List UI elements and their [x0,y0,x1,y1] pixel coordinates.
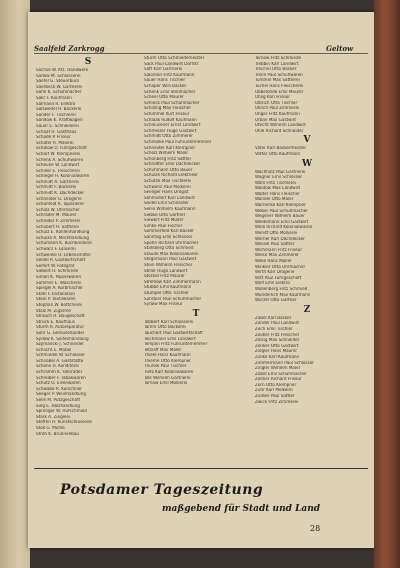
directory-entry: Schuhmann Otto Bauer [144,167,193,173]
directory-column-2 [144,56,248,464]
directory-entry: Weber Paul Schuhmacher [255,208,308,214]
directory-entry: Winkler Otto Uhrmacher [255,264,306,270]
directory-entry: Simke Paul Fischer [144,223,183,229]
directory-entry: Suhr G. Gemüsehandel [36,330,84,336]
directory-entry: Schade P. Friseur [36,135,71,141]
directory-entry: Schnabel A. Gaststätte [36,358,84,364]
directory-entry: Wandel Otto Maler [255,197,294,203]
directory-entry: Schleusener Ernst Landwirt [144,123,201,129]
directory-entry: Wurzel Otto Gärtner [255,298,297,304]
directory-entry: Sauer E. Schneiderei [36,123,79,129]
directory-entry: Wendt Otto Molkerei [255,231,298,237]
directory-entry: Schiller E. Fleischerei [36,168,80,174]
directory-entry: Tetzlaff Max Maler [144,347,182,353]
directory-entry: Stöckel Fritz Maurer [144,274,185,280]
directory-entry: Schieck Paul Schuhmacher [144,100,200,106]
directory-entry: Schwabe R. Kürschner [36,386,82,392]
directory-entry: Stiller Hugo Landwirt [144,268,188,274]
directory-entry: Templin Fritz Fuhrunternehmer [144,342,208,348]
directory-entry: Siebert H. Schmiede [36,269,79,275]
directory-entry: Wolf Emil Elektro [255,281,290,287]
directory-entry: Weiß Richard Kolonialwaren [255,225,313,231]
directory-entry: Zwick Fritz Zimmerei [255,399,299,405]
directory-entry: Schönfeld R. Tapezierer [36,202,85,208]
directory-entry: Sommerfeld Karl Bäcker [144,229,194,235]
directory-entry: Schneider Karl Klempner [144,145,196,151]
directory-entry: Schmelzer Hugo Gastwirt [144,128,197,134]
directory-entry: Wunderlich Max Kaufmann [255,292,311,298]
directory-entry: Stolz M. Zigarren [36,308,72,314]
directory-entry: Trenn Paul Schuhwaren [255,72,303,78]
directory-entry: Scharf W. Klempnerei [36,151,81,157]
directory-entry: Stephan W. Böttcherei [36,302,83,308]
adjacent-page-edge [0,0,30,568]
directory-entry: Spiegel A. Korbmacher [36,286,83,292]
directory-entry: Seeliger Hans Drogist [144,190,189,196]
directory-entry: Tietz Karl Kolonialwaren [144,370,194,376]
directory-entry: Stark A. Ziegelei [36,414,71,420]
directory-entry: Schrödter Emil Dachdecker [144,162,201,168]
directory-entry: Stegemann Paul Gastwirt [144,257,197,263]
directory-entry: Schramm K. Fahrräder [36,370,83,376]
directory-entry: Sonntag Emil Schlosser [144,235,193,240]
directory-entry: Stahl F. Installation [36,291,76,297]
directory-entry: Steffen H. Kunstschlosserei [36,420,93,426]
directory-entry: Vater Karl Bäckermeister [255,146,307,152]
directory-entry: Thurow Paul Tischler [144,364,187,370]
directory-entry: Siebke Otto Gärtner [144,212,186,218]
directory-entry: Weidemann Emil Gastwirt [255,219,309,225]
directory-entry: Wichmann Fritz Friseur [255,247,303,253]
directory-entry: Schmidt F. Bäckerei [36,185,77,191]
directory-entry: Sack Paul Landwirt Dorfstr. [144,61,200,67]
directory-entry: Stümpel Otto Tischler [144,290,189,296]
directory-entry: Zimmermann Paul Schlosser [255,360,314,366]
directory-entry: Sieg E. Holzhandlung [36,403,80,409]
directory-entry: Wagner Emil Schlosser [255,175,303,181]
directory-entry: Schlegel H. Kolonialwaren [36,174,90,180]
directory-entry: Vetter Otto Kaufmann [255,151,301,157]
directory-entry: Zech Emil Tischler [255,326,293,332]
directory-entry: Spohn Richard Uhrmacher [144,240,199,246]
directory-entry: Schöne H. Konditorei [36,364,80,370]
directory-entry: Salomon Fritz Kaufmann [144,72,195,78]
directory-entry: Sommer E. Wäscherei [36,280,82,286]
directory-entry: Stein P. Textilwaren [36,297,76,303]
directory-entry: Selle M. Putzgeschäft [36,398,81,404]
directory-entry: Wegener Wilhelm Bauer [255,214,305,220]
directory-entry: Stein Wilhelm Fleischer [144,262,193,268]
directory-entry: Sahn K. Schuhmacher [36,90,82,96]
directory-entry: Witt Paul Fuhrgeschäft [255,275,302,281]
directory-entry: Schubert H. Sattlerei [36,224,79,230]
directory-entry: Scholz Wilhelm Maler [144,151,189,157]
advert-subtitle: maßgebend für Stadt und Land [162,504,321,514]
directory-entry: Zuhr Karl Molkerei [255,388,293,394]
running-header-left: Saalfeld Zarkrogg [34,44,105,53]
directory-entry: Siewert Fritz Müller [144,218,184,224]
directory-entry: Schilling Max Fleischer [144,106,192,112]
directory-entry: Schönberg Fritz Sattler [144,156,192,162]
directory-entry: Schaaf H. Gasthaus [36,129,77,135]
running-header-right: Geltow [326,44,354,53]
directory-entry: Tamm Otto Bäckerei [144,325,186,331]
directory-entry: Schütz O. Eisenwaren [36,381,81,387]
directory-entry: Ziegler Hans Maurer [255,349,298,355]
directory-entry: Walter Hans Fleischer [255,191,300,197]
directory-entry: Schlaak Rudolf Kaufmann [144,117,197,123]
directory-entry: Scheel Otto Maurer [144,95,184,101]
advert-rule [34,468,368,469]
directory-entry: Schneider G. Drogerie [36,196,82,202]
directory-entry: Sandow K. Kraftwagen [36,118,83,124]
directory-entry: Utecht Wilhelm Landwirt [255,123,306,129]
directory-entry: Wahl Fritz Tischlerei [255,180,296,186]
directory-entry: Zeidler Fritz Fleischer [255,332,300,338]
directory-entry: Schmidt K. Dachdecker [36,191,85,197]
directory-entry: Schumann K. Buchbinderei [36,241,92,247]
directory-entry: Seeger P. Weinhandlung [36,392,86,398]
directory-entry: Schalow O. Fuhrgeschäft [36,146,87,152]
directory-entry: Urban Max Gastwirt [255,117,297,123]
directory-entry: Ulbrich Otto Tischler [255,100,298,106]
directory-entry: Uhle Richard Schneider [255,128,304,134]
directory-entry: Schulze A. Milchhandlung [36,235,89,241]
directory-entry: Thieme Otto Klempner [144,358,191,364]
directory-entry: Schreiber F. Tabakwaren [36,375,86,381]
directory-entry: Zingler Wilhelm Maler [255,366,301,372]
directory-entry: Scheune W. Landwirt [36,163,80,169]
directory-entry: Suhrbier Paul Schuhmacher [144,296,202,302]
directory-entry: Wilke Hans Müller [255,259,292,264]
directory-entry: Stahlberg Otto Schmied [144,246,194,252]
directory-entry: Wollenberg Fritz Schmied [255,286,308,292]
directory-entry: Schwarz F. Glaserei [36,247,76,252]
directory-entry: Sturm Otto Schmiedemeister [144,56,205,61]
directory-entry: Zorn Otto Klempner [255,382,297,388]
directory-entry: Wachholz Paul Gärtnerei [255,169,306,175]
directory-entry: Trebbin Karl Landwirt [255,61,299,67]
directory-entry: Sakr F. Kaufmann [36,95,72,101]
directory-entry: Saerbeck W. Gärtnerei [36,84,83,90]
directory-entry: Schaper Willi Bäcker [144,83,187,89]
section-letter: T [192,308,200,319]
directory-entry: Saefel G. Steuerbüro [36,79,80,85]
section-letter: V [303,135,311,146]
directory-entry: Wiese Max Zimmerer [255,253,299,259]
directory-entry: Werner Karl Dachdecker [255,236,305,242]
directory-entry: Saft Karl Gärtnerei [144,67,183,73]
directory-entry: Sprenger W. Hufschmied [36,409,87,415]
directory-entry: Schmidt Otto Zimmerer [144,134,193,140]
directory-entry: Uhlig Karl Friseur [255,95,291,101]
section-letter: Z [303,304,311,315]
directory-entry: Schwenke O. Lebensmittel [36,252,91,258]
directory-entry: Schmolke Paul Fuhrunternehmer [144,139,212,145]
directory-entry: Schmiedel W. Schlosser [36,353,85,359]
header-rule [34,53,368,54]
directory-column-3 [255,56,359,464]
directory-entry: Sellin Wilhelm Kaufmann [144,207,196,213]
directory-entry: Stoll G. Mühle [36,426,65,431]
page-number: 28 [310,524,321,533]
directory-entry: Zunker Paul Sattler [255,394,295,400]
directory-entry: Schlicht E. Möbel [36,347,72,353]
directory-entry: Zöllner Richard Friseur [255,377,302,383]
directory-entry: Staude Max Kolonialwaren [144,251,199,257]
directory-entry: Schwanz Paul Molkerei [144,184,191,190]
directory-entry: Sydow Max Friseur [144,302,183,308]
section-letter: W [301,158,313,169]
directory-entry: Struck E. Kaufhaus [36,319,75,325]
directory-entry: Schrader M. Maurer [36,213,77,219]
directory-entry: Thiele Hans Kaufmann [144,353,191,359]
directory-entry: Seidel R. Gastwirtschaft [36,258,86,264]
directory-entry: Schenk A. Schuhwaren [36,157,84,163]
directory-entry: Sauer Hans Tischler [144,78,186,84]
directory-entry: Schröder P. Zimmerei [36,219,81,225]
directory-entry: Schulze Richard Elektriker [144,173,198,179]
directory-entry: Seidel Emil Schneider [144,201,189,207]
directory-entry: Zielke Karl Kaufmann [255,354,300,360]
directory-entry: Schenk Emil Stellmacher [144,89,196,95]
directory-entry: Stroh K. Brunnenbau [36,431,79,437]
advert-title: Potsdamer Tageszeitung [60,482,264,498]
directory-entry: Schmidt A. Gärtnerei [36,179,80,185]
directory-entry: Szymanski J. Schneider [36,342,84,348]
directory-entry: Treichel Otto Bäcker [255,67,297,73]
directory-entry: Sehmsdorf Karl Landwirt [144,195,195,201]
directory-entry: Scholz W. Uhrmacher [36,207,80,213]
directory-entry: Zobel Emil Schuhmacher [255,371,307,377]
directory-entry: Tornow Fritz Schmiede [255,56,302,61]
directory-entry: Tolk Wilhelm Gärtnerei [144,375,191,381]
directory-entry: Tuchel Hans Fleischerei [255,83,304,89]
directory-entry: Schütze Max Tischlerei [144,179,192,185]
directory-entry: Schulz E. Kohlenhandlung [36,230,90,236]
directory-entry: Sander F. Tischlerei [36,112,76,118]
directory-entry: Schimmel Kurt Friseur [144,111,190,117]
directory-entry: Zabel Karl Bäcker [255,315,292,321]
book-spine [374,0,400,568]
directory-column-1 [36,56,140,464]
directory-entry: Strehlow Karl Zimmermann [144,279,201,285]
directory-entry: Sadow M. Schlosserei [36,73,81,79]
directory-entry: Teichmann Emil Landwirt [144,336,196,342]
directory-entry: Waldow Max Landwirt [255,186,301,192]
directory-entry: Strauch H. Baugeschäft [36,314,85,320]
directory-entry: Tornow Emil Molkerei [144,381,188,387]
directory-entry: Zenker Otto Gastwirt [255,343,299,349]
directory-entry: Wirth Karl Drogerie [255,270,295,276]
directory-entry: Ubbelohde Emil Maurer [255,89,304,95]
directory-entry: Unger Fritz Kaufmann [255,111,300,117]
directory-entry: Schäfer R. Malerei [36,140,74,146]
directory-entry: Sachse W. Kfz. Handwerk [36,68,89,73]
directory-entry: Salzwedel H. Bäckerei [36,107,82,113]
directory-entry: Stubbe Emil Kaufmann [144,285,192,291]
directory-entry: Sturm R. Autoreparatur [36,325,85,331]
section-letter: S [84,57,92,67]
directory-entry: Simon K. Papierwaren [36,274,82,280]
directory-entry: Zander Paul Landwirt [255,321,299,327]
directory-entry: Wessel Paul Sattler [255,242,295,248]
directory-entry: Sydow K. Seifenhandlung [36,336,89,342]
directory-entry: Salmann R. Elektro [36,101,76,107]
directory-entry: Ullrich Paul Zimmerei [255,106,300,112]
directory-entry: Tümmel Max Sattlerei [255,78,300,84]
directory-entry: Warnecke Karl Klempner [255,203,306,209]
directory-entry: Tabbert Karl Schlosserei [144,319,194,325]
directory-entry: Zeisig Max Schneider [255,338,300,344]
directory-entry: Seifert W. Fotograf [36,263,75,269]
directory-entry: Tauchert Paul Gastwirtschaft [144,330,203,336]
